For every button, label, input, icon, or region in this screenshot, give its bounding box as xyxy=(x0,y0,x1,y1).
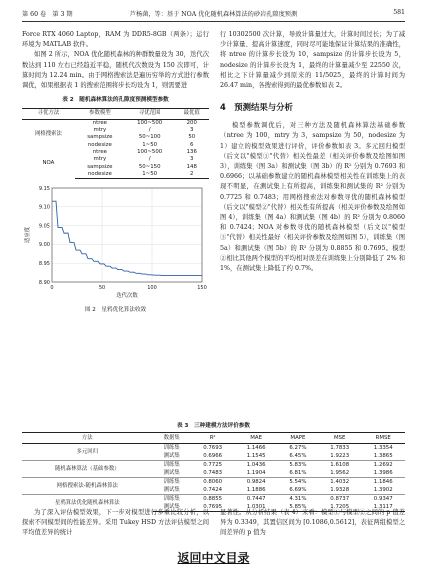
table-cell: 训练集 xyxy=(153,461,191,470)
table-cell: 训练集 xyxy=(153,478,191,487)
table3 xyxy=(22,432,405,512)
y-tick-label: 9.15 xyxy=(38,185,50,192)
left-column xyxy=(22,30,209,315)
table-cell: 5.54% xyxy=(278,478,318,487)
table-cell: 50~100 xyxy=(138,134,161,141)
table2-header: 寻优方法 xyxy=(22,109,75,119)
paragraph-tukey: 为了深入评估模型效果，下一步对模型进行多重比较分析，以探索不同模型间的性能差异。采用 Tukey HSD 方法评估模型之间平均值差异的统计 xyxy=(22,509,209,537)
table-cell: 1.3986 xyxy=(373,470,393,476)
table-cell: 6 xyxy=(190,141,194,148)
table-cell: 1.9223 xyxy=(330,453,350,459)
convergence-line xyxy=(52,201,202,275)
table-cell: / xyxy=(148,127,151,134)
table2 xyxy=(22,108,209,179)
figure2-caption: 图 2 星鸦优化算法收敛 xyxy=(84,307,147,314)
x-tick-label: 150 xyxy=(197,285,207,292)
table-cell: 200 xyxy=(186,119,197,126)
table-cell: 1~50 xyxy=(142,141,158,148)
table3-header: MAE xyxy=(234,433,277,444)
table-cell: 0.7725 xyxy=(191,461,234,470)
table-row xyxy=(22,119,209,127)
x-axis-label: 迭代次数 xyxy=(116,293,138,300)
bottom-left-text xyxy=(22,508,209,539)
table-cell: 4.31% xyxy=(278,495,318,504)
table2-method: 网格搜索法 xyxy=(34,130,62,137)
table2-header: 寻优范围 xyxy=(125,109,175,119)
table-cell: 1.6108 xyxy=(318,461,361,470)
table-cell: 1.3865 xyxy=(373,453,393,459)
table-cell: 0.7447 xyxy=(234,495,277,504)
table3-header: MSE xyxy=(318,433,361,444)
table-cell: mtry xyxy=(93,156,107,163)
y-axis-label: 适应度 xyxy=(25,227,31,244)
table-cell: ntree xyxy=(92,148,107,155)
bottom-right-text xyxy=(220,508,405,539)
journal-issue: 第 60 卷 第 3 期 xyxy=(22,11,73,18)
table-cell: 0.7695 xyxy=(191,503,234,512)
table3-header: MAPE xyxy=(278,433,318,444)
table-cell: 148 xyxy=(186,163,197,170)
table-cell: nodesize xyxy=(87,141,112,148)
table-cell: 1~50 xyxy=(125,171,175,179)
table-cell: 6.27% xyxy=(289,445,307,451)
table-cell: sampsize xyxy=(87,163,113,170)
running-header xyxy=(22,7,405,22)
table-cell: 1.1846 xyxy=(361,478,405,487)
table-cell: 1.9328 xyxy=(330,487,350,493)
table2-header: 最优值 xyxy=(175,109,209,119)
table2-method: NOA xyxy=(42,160,55,167)
table2-header: 参数模型 xyxy=(75,109,125,119)
table-cell: 100~500 xyxy=(137,119,163,126)
table-cell: 5.85% xyxy=(278,503,318,512)
table-cell: 1.7833 xyxy=(330,445,350,451)
table-cell: 0.7693 xyxy=(203,445,223,451)
table-cell: 6.81% xyxy=(289,470,307,476)
article-running-title: 芦杨菌，等：基于 NOA 优化随机森林算法的砂岩孔隙度预测 xyxy=(129,11,298,18)
page-number: 581 xyxy=(393,9,405,16)
table-row xyxy=(22,149,209,156)
table3-caption: 表 3 三种建模方法评价参数 xyxy=(177,423,250,429)
table-row xyxy=(22,495,405,504)
x-tick-label: 0 xyxy=(50,285,54,292)
table3-header: R² xyxy=(191,433,234,444)
table-cell: mtry xyxy=(93,127,107,134)
table3-header: 方法 xyxy=(22,433,153,444)
table-cell: 1.1904 xyxy=(246,470,266,476)
table-cell: 训练集 xyxy=(163,445,180,451)
table-cell: 6.69% xyxy=(289,487,307,493)
table-cell: 0.8737 xyxy=(318,495,361,504)
table-cell: 1.1466 xyxy=(246,445,266,451)
paragraph-convergence: 如图 2 所示，NOA 优化随机森林的种群数量设为 30，迭代次数达到 110 左右已经趋近平稳，随机代次数设为 150 次即可，计算时间为 12.24 min。由于网格搜索法是遍历穷举的方式进行参数调优，如果根据表 1 的搜索范围将步长均设为 1，则需要进 xyxy=(22,51,209,90)
table-cell: 6.45% xyxy=(289,453,307,459)
table-cell: 训练集 xyxy=(153,495,191,504)
y-tick-label: 9.00 xyxy=(38,242,50,249)
table-row xyxy=(22,444,405,453)
y-tick-label: 9.10 xyxy=(38,204,50,211)
table-cell: 1.3902 xyxy=(373,487,393,493)
table-cell: 测试集 xyxy=(163,487,180,493)
table-cell: 1.1545 xyxy=(246,453,266,459)
table-cell: 测试集 xyxy=(163,453,180,459)
x-tick-label: 50 xyxy=(98,285,106,292)
table-cell: sampsize xyxy=(87,134,113,141)
table-cell: 2 xyxy=(175,171,209,179)
paragraph-computation: 行 10302500 次计算，导致计算量过大，计算时间过长；为了减少计算量、提高计算速度，同时尽可能地保证计算结果的准确性，将 ntree 的计算步长设为 10，sampsize 的计算步长设为 5，nodesize 的计算步长设为 1，最终的计算量减少至 22550 次，相比之下计算量减少到原来的 11/5025，最终的计算时间为 26.47 min，各搜索得到的最优参数如表 2。 xyxy=(220,31,405,90)
x-tick-label: 100 xyxy=(147,285,157,292)
paragraph-hardware: Force RTX 4060 Laptop，RAM 为 DDR5-8GB（两条）；运行环境为 MATLAB 软件。 xyxy=(22,31,209,49)
table3-block xyxy=(22,417,405,512)
table-cell: 1.4032 xyxy=(318,478,361,487)
convergence-chart xyxy=(22,182,209,304)
table-cell: 1.9562 xyxy=(330,470,350,476)
table-cell: 50 xyxy=(188,134,196,141)
paragraph-results: 模型参数调优后，对三种方法及随机森林算法基础参数（ntree 为 100，mtry 为 3，sampsize 为 50，nodesize 为 1）建立的模型效果进行评价，评价参数如表 3。多元回归模型（后文以"模型①"代替）相关性最差（相关评价参数及绘图如图 3），训练集（图 3a）和测试集（图 3b）的 R² 分别为 0.7693 和 0.6966；以基础参数建立的随机森林模型相关性在训练集上的表现不明显，在测试集上有所提高，训练集和测试集的 R² 分别为 0.7725 和 0.7483；用网格搜索法对参数寻优的随机森林模型（后文以"模型②"代替）相关性有所提高（相关评价参数及绘图如图 4），训练集（图 4a）和测试集（图 4b）的 R² 分别为 0.8060 和 0.7424；NOA 对参数寻优的随机森林模型（后文以"模型③"代替）相关性最好（相关评价参数及绘图如图 5），训练集（图 5a）和测试集（图 5b）的 R² 分别为 0.8855 和 0.7695。模型②相比其他两个模型的平均相对误差在训练集上分别降低了 2% 和 1%，在测试集上降低了约 0.7%。 xyxy=(220,122,405,273)
paragraph-significance: 显著性。从分析结果（表 4）来看：模型①与模型②之间的 p 值差异为 0.3349，其置信区间为 [0.1086,0.5612]，表征两组模型之间差异的 p 值为 xyxy=(220,509,405,537)
table-cell: 测试集 xyxy=(163,470,180,476)
table-cell: 1.2692 xyxy=(361,461,405,470)
table-cell: 3 xyxy=(190,156,194,163)
table-cell: 5.83% xyxy=(278,461,318,470)
table-cell: 测试集 xyxy=(153,503,191,512)
table3-method: 随机森林算法（基础参数） xyxy=(22,461,153,478)
table-cell: 0.8060 xyxy=(191,478,234,487)
y-tick-label: 8.90 xyxy=(38,279,50,286)
section-title: 4 预测结果与分析 xyxy=(220,102,293,113)
table3-method: 网格搜索法-随机森林算法 xyxy=(22,478,153,495)
right-column xyxy=(220,30,405,274)
table3-header: 数据集 xyxy=(153,433,191,444)
table-cell: 136 xyxy=(186,148,197,155)
table-cell: 1.3354 xyxy=(373,445,393,451)
table-row xyxy=(22,461,405,470)
table-cell: / xyxy=(148,156,151,163)
table-cell: ntree xyxy=(92,119,107,126)
table-cell: 0.6966 xyxy=(203,453,223,459)
table-cell: 100~500 xyxy=(137,148,163,155)
table-cell: 50~150 xyxy=(138,163,161,170)
table-cell: 1.0301 xyxy=(234,503,277,512)
table-cell: 0.9347 xyxy=(361,495,405,504)
table-cell: 0.7483 xyxy=(203,470,223,476)
convergence-chart-svg xyxy=(22,182,209,304)
plot-frame xyxy=(52,188,202,282)
y-tick-label: 9.05 xyxy=(38,223,50,230)
y-tick-label: 8.95 xyxy=(38,261,50,268)
table2-caption: 表 2 随机森林算法的孔隙度预测模型参数 xyxy=(62,97,169,104)
table3-header: RMSE xyxy=(361,433,405,444)
table3-method: 多元回归 xyxy=(76,449,99,455)
table-cell: 1.0436 xyxy=(234,461,277,470)
table-cell: 1.1886 xyxy=(246,487,266,493)
table-cell: 0.9824 xyxy=(234,478,277,487)
table-cell: 1.7205 xyxy=(318,503,361,512)
table3-method: 星鸦算法优化随机森林算法 xyxy=(22,495,153,512)
table-cell: 3 xyxy=(190,127,194,134)
table-row xyxy=(22,478,405,487)
return-to-contents-link[interactable]: 返回中文目录 xyxy=(177,551,250,565)
table-cell: 0.7424 xyxy=(203,487,223,493)
table-cell: nodesize xyxy=(75,171,125,179)
table-cell: 0.8855 xyxy=(191,495,234,504)
table-cell: 1.3117 xyxy=(361,503,405,512)
